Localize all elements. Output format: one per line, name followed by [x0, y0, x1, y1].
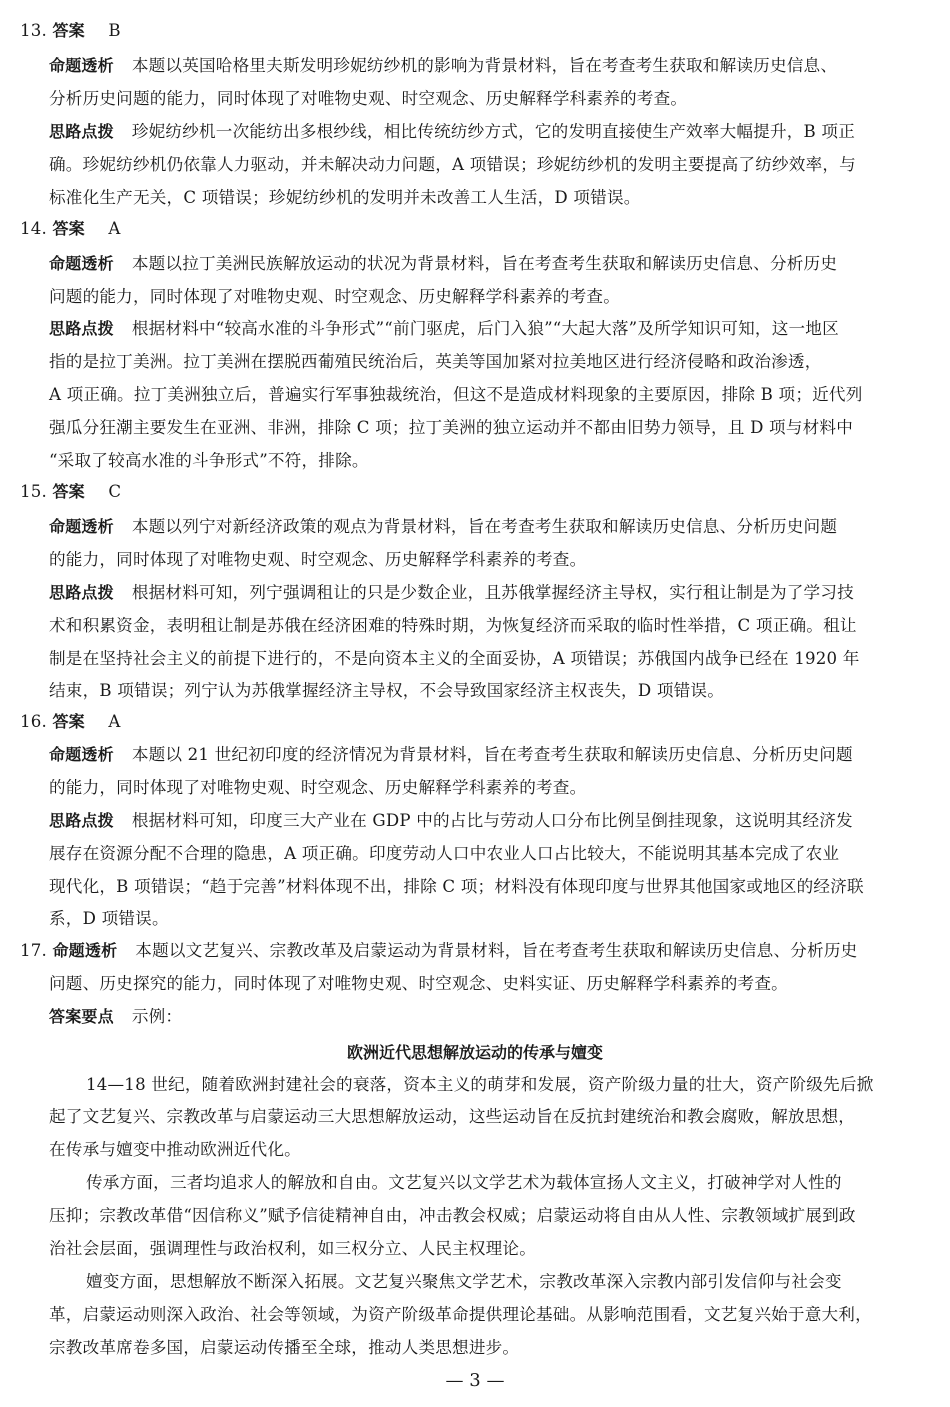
text-line: 确。珍妮纺纱机仍依靠人力驱动，并未解决动力问题，A 项错误；珍妮纺纱机的发明主要提高了纺纱效率，与	[49, 155, 856, 174]
key-points-label: 答案要点	[49, 1007, 114, 1026]
essay-line-9	[49, 1337, 519, 1359]
question-number: 14.	[20, 219, 47, 238]
question-number: 15.	[20, 482, 47, 501]
essay-line-4	[86, 1172, 842, 1194]
text-line: 根据材料可知，列宁强调租让的只是少数企业，且苏俄掌握经济主导权，实行租让制是为了学习技	[131, 583, 854, 602]
text-line: 14—18 世纪，随着欧洲封建社会的衰落，资本主义的萌芽和发展，资产阶级力量的壮大，资产阶级先后掀	[86, 1075, 874, 1094]
essay-line-5	[49, 1205, 856, 1227]
text-line: 问题、历史探究的能力，同时体现了对唯物史观、时空观念、史料实证、历史解释学科素养的考查。	[49, 974, 788, 993]
page-number: — 3 —	[445, 1370, 505, 1391]
text-line: 嬗变方面，思想解放不断深入拓展。文艺复兴聚焦文学艺术，宗教改革深入宗教内部引发信仰与社会变	[86, 1272, 842, 1291]
answer-value: C	[108, 482, 122, 501]
q14-intent-line-2	[49, 286, 620, 308]
q16-intent-line-1	[49, 744, 853, 766]
q13-hint-line-2	[49, 154, 856, 176]
answer-label: 答案	[52, 21, 85, 40]
hint-label: 思路点拨	[49, 583, 114, 602]
text-line: 指的是拉丁美洲。拉丁美洲在摆脱西葡殖民统治后，英美等国加紧对拉美地区进行经济侵略和政治渗透，	[49, 352, 822, 371]
text-line: 术和积累资金，表明租让制是苏俄在经济困难的特殊时期，为恢复经济而采取的临时性举措，C 项正确。租让	[49, 616, 857, 635]
q14-hint-line-3	[49, 384, 863, 406]
text-line: 强瓜分狂潮主要发生在亚洲、非洲，排除 C 项；拉丁美洲的独立运动并不都由旧势力领导，且 D 项与材料中	[49, 418, 854, 437]
text-line: 治社会层面，强调理性与政治权利，如三权分立、人民主权理论。	[49, 1239, 537, 1258]
answer-value: A	[108, 219, 121, 238]
answer-label: 答案	[52, 482, 85, 501]
q15-intent-line-2	[49, 549, 586, 571]
text-line: 标准化生产无关，C 项错误；珍妮纺纱机的发明并未改善工人生活，D 项错误。	[49, 188, 641, 207]
intent-label: 命题透析	[52, 941, 118, 960]
q14-intent-line-1	[49, 253, 837, 275]
q13-intent-line-1	[49, 55, 837, 77]
essay-line-3	[49, 1139, 301, 1161]
q16-hint-line-4	[49, 908, 169, 930]
q13-answer-line	[20, 20, 121, 42]
text-line: 传承方面，三者均追求人的解放和自由。文艺复兴以文学艺术为载体宣扬人文主义，打破神学对人性的	[86, 1173, 842, 1192]
text-line: 展存在资源分配不合理的隐患，A 项正确。印度劳动人口中农业人口占比较大，不能说明其基本完成了农业	[49, 844, 840, 863]
intent-label: 命题透析	[49, 56, 114, 75]
essay-line-1	[86, 1074, 873, 1096]
text-line: 现代化，B 项错误；“趋于完善”材料体现不出，排除 C 项；材料没有体现印度与世界其他国家或地区的经济联	[49, 877, 864, 896]
text-line: 本题以文艺复兴、宗教改革及启蒙运动为背景材料，旨在考查考生获取和解读历史信息、分析历史	[135, 941, 858, 960]
text-line: 本题以列宁对新经济政策的观点为背景材料，旨在考查考生获取和解读历史信息、分析历史问题	[131, 517, 838, 536]
q13-hint-line-3	[49, 187, 641, 209]
q13-hint-line-1	[49, 121, 855, 143]
q15-hint-line-1	[49, 582, 854, 604]
text-line: 分析历史问题的能力，同时体现了对唯物史观、时空观念、历史解释学科素养的考查。	[49, 89, 688, 108]
q15-hint-line-2	[49, 615, 857, 637]
q17-intent-line-2	[49, 973, 788, 995]
q15-hint-line-4	[49, 680, 724, 702]
q14-hint-line-5	[49, 450, 369, 472]
q16-answer-line	[20, 711, 121, 733]
q15-answer-line	[20, 481, 121, 503]
text-line: 结束，B 项错误；列宁认为苏俄掌握经济主导权，不会导致国家经济主权丧失，D 项错误。	[49, 681, 725, 700]
q16-hint-line-2	[49, 843, 839, 865]
text-line: 宗教改革席卷多国，启蒙运动传播至全球，推动人类思想进步。	[49, 1338, 520, 1357]
q16-intent-line-2	[49, 777, 586, 799]
question-number: 17.	[20, 941, 47, 960]
text-line: 本题以拉丁美洲民族解放运动的状况为背景材料，旨在考查考生获取和解读历史信息、分析历史	[131, 254, 838, 273]
hint-label: 思路点拨	[49, 122, 114, 141]
text-line: 示例：	[131, 1007, 183, 1026]
essay-line-8	[49, 1304, 872, 1326]
text-line: 革，启蒙运动则深入政治、社会等领域，为资产阶级革命提供理论基础。从影响范围看，文艺复兴始于意大利，	[49, 1305, 872, 1324]
q13-intent-line-2	[49, 88, 687, 110]
text-line: 珍妮纺纱机一次能纺出多根纱线，相比传统纺纱方式，它的发明直接使生产效率大幅提升，B 项正	[131, 122, 856, 141]
text-line: 系，D 项错误。	[49, 909, 169, 928]
text-line: 根据材料可知，印度三大产业在 GDP 中的占比与劳动人口分布比例呈倒挂现象，这说明其经济发	[131, 811, 853, 830]
text-line: 制是在坚持社会主义的前提下进行的，不是向资本主义的全面妥协，A 项错误；苏俄国内战争已经在 1920 年	[49, 649, 860, 668]
q15-hint-line-3	[49, 648, 860, 670]
text-line: 压抑；宗教改革借“因信称义”赋予信徒精神自由，冲击教会权威；启蒙运动将自由从人性、宗教领域扩展到政	[49, 1206, 856, 1225]
intent-label: 命题透析	[49, 517, 114, 536]
text-line: 在传承与嬗变中推动欧洲近代化。	[49, 1140, 301, 1159]
q14-answer-line	[20, 218, 121, 240]
essay-line-2	[49, 1106, 855, 1128]
text-line: “采取了较高水准的斗争形式”不符，排除。	[49, 451, 369, 470]
q16-hint-line-3	[49, 876, 864, 898]
text-line: 本题以英国哈格里夫斯发明珍妮纺纱机的影响为背景材料，旨在考查考生获取和解读历史信息、	[131, 56, 838, 75]
text-line: 的能力，同时体现了对唯物史观、时空观念、历史解释学科素养的考查。	[49, 550, 587, 569]
text-line: 起了文艺复兴、宗教改革与启蒙运动三大思想解放运动，这些运动旨在反抗封建统治和教会腐败，解放思想，	[49, 1107, 856, 1126]
question-number: 13.	[20, 21, 47, 40]
question-number: 16.	[20, 712, 47, 731]
answer-label: 答案	[52, 712, 85, 731]
essay-line-6	[49, 1238, 536, 1260]
text-line: 根据材料中“较高水准的斗争形式”“前门驱虎，后门入狼”“大起大落”及所学知识可知，这一地区	[131, 319, 839, 338]
intent-label: 命题透析	[49, 745, 114, 764]
answer-value: B	[108, 21, 121, 40]
intent-label: 命题透析	[49, 254, 114, 273]
q14-hint-line-2	[49, 351, 822, 373]
q17-key-line	[49, 1006, 182, 1028]
q16-hint-line-1	[49, 810, 853, 832]
answer-value: A	[108, 712, 121, 731]
q15-intent-line-1	[49, 516, 837, 538]
answer-label: 答案	[52, 219, 85, 238]
hint-label: 思路点拨	[49, 811, 114, 830]
q14-hint-line-4	[49, 417, 853, 439]
text-line: 问题的能力，同时体现了对唯物史观、时空观念、历史解释学科素养的考查。	[49, 287, 620, 306]
q14-hint-line-1	[49, 318, 839, 340]
essay-line-7	[86, 1271, 842, 1293]
text-line: 的能力，同时体现了对唯物史观、时空观念、历史解释学科素养的考查。	[49, 778, 587, 797]
q17-intent-line-1	[20, 940, 857, 962]
text-line: A 项正确。拉丁美洲独立后，普遍实行军事独裁统治，但这不是造成材料现象的主要原因，排除 B 项；近代列	[49, 385, 863, 404]
text-line: 本题以 21 世纪初印度的经济情况为背景材料，旨在考查考生获取和解读历史信息、分析历史问题	[131, 745, 853, 764]
hint-label: 思路点拨	[49, 319, 114, 338]
essay-title: 欧洲近代思想解放运动的传承与嬗变	[346, 1043, 603, 1062]
